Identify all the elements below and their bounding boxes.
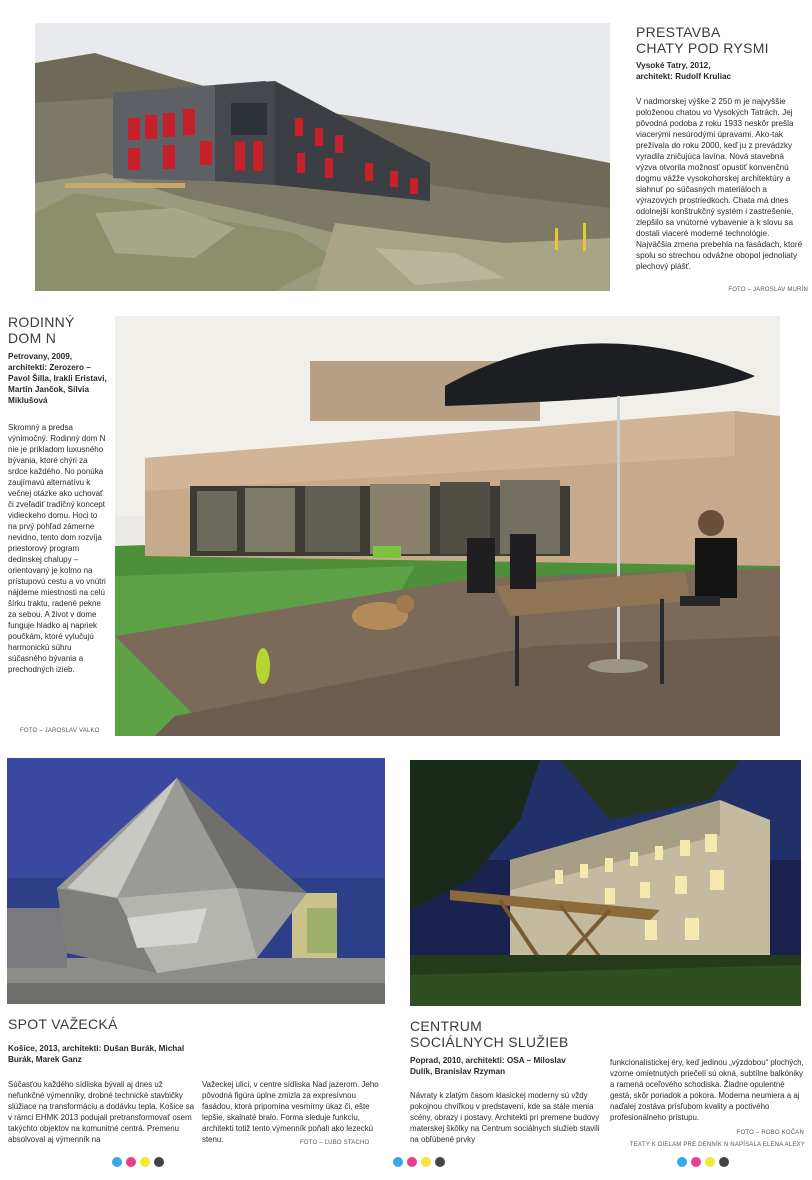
article-title-chalet xyxy=(636,24,806,56)
print-dot-magenta xyxy=(407,1157,417,1167)
print-dot-black xyxy=(435,1157,445,1167)
print-dot-yellow xyxy=(705,1157,715,1167)
print-marks-center xyxy=(393,1157,445,1167)
article-meta-spot: Košice, 2013, architekti: Dušan Burák, Michal Burák, Marek Ganz xyxy=(8,1044,185,1064)
meta-line: Vysoké Tatry, 2012, xyxy=(636,61,711,70)
article-title-spot: SPOT VAŽECKÁ xyxy=(8,1016,118,1032)
print-dot-black xyxy=(154,1157,164,1167)
social-centre-photo xyxy=(410,760,801,1006)
title-line: DOM N xyxy=(8,330,57,346)
article-meta-house-n: Petrovany, 2009, architekti: Zerozero – Pavol Šilla, Irakli Eristavi, Martin Jančok, Silvia Miklušová xyxy=(8,352,107,405)
house-n-photo xyxy=(115,316,780,736)
print-dot-magenta xyxy=(691,1157,701,1167)
chalet-photo xyxy=(35,23,610,291)
photo-credit-centre: FOTO – ROBO KOČAN xyxy=(736,1130,804,1136)
print-dot-magenta xyxy=(126,1157,136,1167)
article-body-centre-col1: Návraty k zlatým časom klasickej moderny sú vždy pokojnou chvíľkou v predstavení, kde sa stále menia scény, obrazy i postavy. Architekti pri premene budovy materskej škôlky na Centrum sociálnych služieb stavili na obľúbené prvky xyxy=(410,1091,600,1144)
print-marks-left xyxy=(112,1157,164,1167)
footer-credit: TEXTY K DIELAM PRE DENNÍK N NAPÍSALA ELENA ALEXY xyxy=(629,1142,805,1148)
photo-credit-spot: FOTO – ĽUBO STACHO xyxy=(300,1140,370,1146)
print-dot-cyan xyxy=(677,1157,687,1167)
meta-line: architekt: Rudolf Kruliac xyxy=(636,72,732,81)
print-dot-cyan xyxy=(112,1157,122,1167)
article-title-centre xyxy=(410,1018,610,1050)
article-body-centre-col2: funkcionalistickej éry, keď jedinou „výzdobou“ plochých, vzorne omietnutých priečelí sú okná, subtílne balkóniky a ramená oceľového schodiska. Žiadne opulentné gestá, skôr poriadok a pokora. Moderna neumiera a aj naďalej zostáva prísľubom kvality a poctivého profesionálneho prístupu. xyxy=(610,1058,804,1122)
article-meta-centre: Poprad, 2010, architekti: OSA – Miloslav Dulík, Branislav Rzyman xyxy=(410,1056,566,1076)
title-line: CENTRUM xyxy=(410,1018,483,1034)
title-line: PRESTAVBA xyxy=(636,24,721,40)
title-line: CHATY POD RYSMI xyxy=(636,40,769,56)
print-dot-cyan xyxy=(393,1157,403,1167)
spot-vazecka-photo xyxy=(7,758,385,1004)
article-meta-chalet xyxy=(636,60,806,82)
photo-credit-house-n: FOTO – JAROSLAV VALKO xyxy=(20,728,100,734)
article-body-chalet: V nadmorskej výške 2 250 m je najvyššie položenou chatou vo Vysokých Tatrách. Jej pôvodná podoba z roku 1933 neskôr prešla viacerými nesúrodými úpravami. Ako-tak prežívala do roku 2000, keď ju z prevádzky vyradila zničujúca lavína. Nová stavebná výzva otvorila možnosť opustiť konvenčnú dogmu vážže vysokohorskej architektúry a siahnuť po súčasných materiáloch a výrazových prostriedkoch. Chata má dnes odolnejší konštrukčný systém i zastrešenie, zlepšilo sa vnútorné vybavenie a k slovu sa dostali viaceré moderné technológie. Najväčšia zmena prebehla na fasádach, ktoré spolu so strechou odvážne obopol jednoliaty plechový plášť. xyxy=(636,97,803,271)
title-line: RODINNÝ xyxy=(8,314,75,330)
print-dot-yellow xyxy=(140,1157,150,1167)
article-body-spot-col1: Súčasťou každého sídliska bývali aj dnes už nefunkčné výmenníky, drobné technické stavbičky slúžiace na transformáciu a dodávku tepla. Košice sa v rámci EHMK 2013 podujali pretransformovať osem takýchto objektov na komunitné centrá. Premenu absolvoval aj výmenník na xyxy=(8,1080,194,1144)
article-title-house-n xyxy=(8,314,108,346)
print-marks-right xyxy=(677,1157,729,1167)
print-dot-yellow xyxy=(421,1157,431,1167)
title-line: SOCIÁLNYCH SLUŽIEB xyxy=(410,1034,569,1050)
photo-credit-chalet: FOTO – JAROSLAV MURÍN xyxy=(728,287,808,293)
article-body-spot-col2: Važeckej ulici, v centre sídliska Nad jazerom. Jeho pôvodná figúra úplne zmizla za expresívnou fasádou, ktorá pripomína vesmírny úkaz či, ešte lepšie, skalnaté bralo. Forma sleduje funkciu, architekti totiž tento výmenník poňali ako lezeckú stenu. xyxy=(202,1080,379,1144)
print-dot-black xyxy=(719,1157,729,1167)
article-body-house-n: Skromný a predsa výnimočný. Rodinný dom N nie je príkladom luxusného bývania, ktoré chýri za srdce každého. No ponúka zaujímavú alternatívu k večnej otázke ako uchovať či zveľadiť tradičný koncept vidieckeho domu. Hoci to na prvý pohľad zámerne nevidno, tento dom rozvíja priestorový program dedinskej chalupy – orientovaný je kolmo na prístupovú cestu a vo vnútri nájdeme miestnosti na celú šírku traktu, radené pekne za sebou. A život v dome funguje hladko aj napriek poučkám, ktoré vylučujú harmonickú súhru súčasného bývania a prechodných izieb. xyxy=(8,423,106,674)
